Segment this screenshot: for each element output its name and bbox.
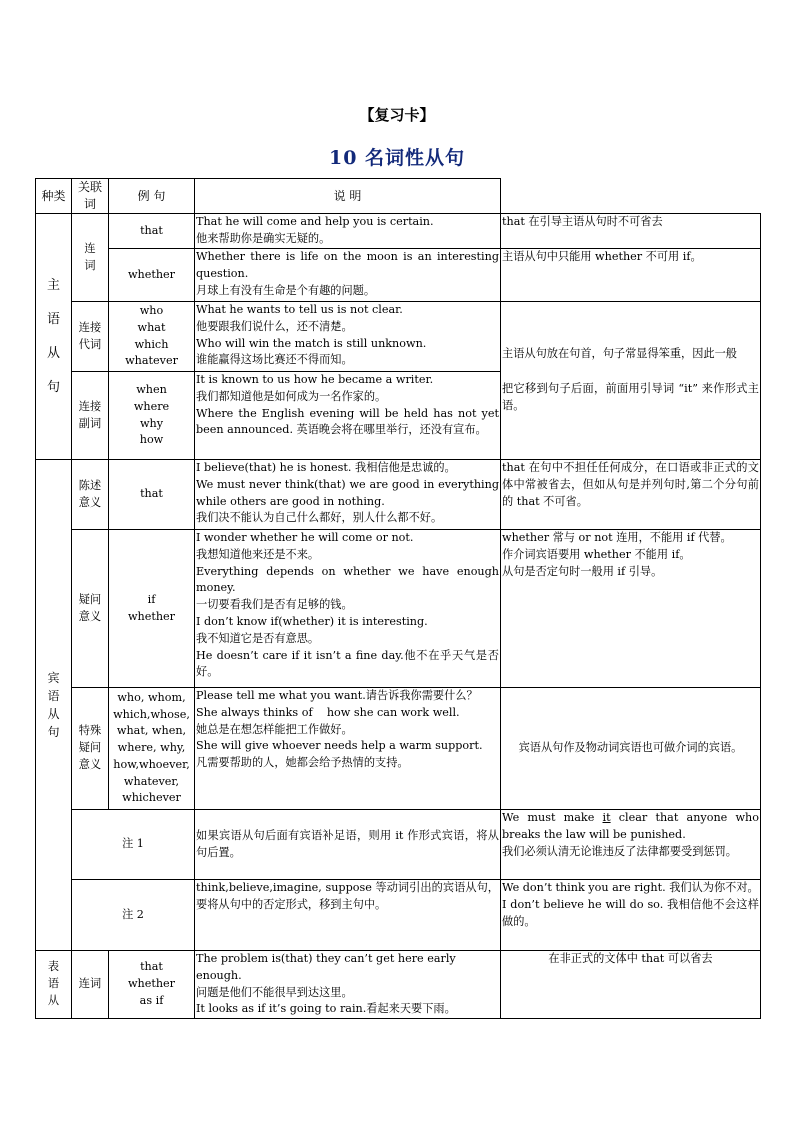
note1-label: 注 1 [72,810,195,880]
subcat-conjunction: 连 词 [72,214,109,302]
table-row [36,214,761,249]
note-cell: whether 常与 or not 连用，不能用 if 代替。 作介词宾语要用 whether 不能用 if。 从句是否定句时一般用 if 引导。 [501,530,761,688]
note-cell: that 在引导主语从句时不可省去 [501,214,761,249]
keyword-cell: if whether [109,530,195,688]
header-example: 例 句 [109,179,195,214]
header-category: 种类 [36,179,72,214]
example-cell: Please tell me what you want.请告诉我你需要什么？ She always thinks of how she can work well. 她总是在想怎样能把工作做好。 She will give whoever needs help a warm support. 凡需要帮助的人，她都会给予热情的支持。 [195,688,501,810]
subcat-pronoun: 连接 代词 [72,302,109,372]
underlined-it: it [602,811,611,824]
keyword-cell: that [109,214,195,249]
header-row [36,179,761,214]
keyword-cell: that whether as if [109,951,195,1019]
table-row [36,249,761,302]
header-keyword: 关联词 [72,179,109,214]
note-cell: 主语从句放在句首，句子常显得笨重，因此一般 把它移到句子后面，前面用引导词 “it” 来作形式主语。 [501,302,761,460]
subcat-interrogative: 疑问 意义 [72,530,109,688]
example-cell: I wonder whether he will come or not. 我想知道他来还是不来。 Everything depends on whether we have enough money. 一切要看我们是否有足够的钱。 I don’t know if(whether) it is interesting. 我不知道它是否有意思。 He doesn’t care if it isn’t a fine day.他不在乎天气是否好。 [195,530,501,688]
note-cell: 主语从句中只能用 whether 不可用 if。 [501,249,761,302]
example-cell: I believe(that) he is honest. 我相信他是忠诚的。 We must never think(that) we are good in everything while others are good in nothing. 我们决不能认为自己什么都好，别人什么都不好。 [195,460,501,530]
keyword-cell: that [109,460,195,530]
note2-label: 注 2 [72,880,195,951]
note1-example: We must make it clear that anyone who breaks the law will be punished. 我们必须认清无论谁违反了法律都要受到惩罚。 [501,810,761,880]
page-title: 10 名词性从句 [328,147,466,169]
note-cell: that 在句中不担任任何成分，在口语或非正式的文体中常被省去，但如从句是并列句时,第二个分句前的 that 不可省。 [501,460,761,530]
category-object: 宾 语 从 句 [36,460,72,951]
note-cell: 在非正式的文体中 that 可以省去 [501,951,761,1019]
subcat-predicative-conj: 连词 [72,951,109,1019]
keyword-cell: when where why how [109,372,195,460]
table-row [36,880,761,951]
keyword-cell: who, whom, which,whose, what, when, where, why, how,whoever, whatever, whichever [109,688,195,810]
example-cell: The problem is(that) they can’t get here early enough. 问题是他们不能很早到达这里。 It looks as if it’s going to rain.看起来天要下雨。 [195,951,501,1019]
review-card-label: 【复习卡】 [359,106,435,124]
keyword-cell: whether [109,249,195,302]
note1-rule: 如果宾语从句后面有宾语补足语，则用 it 作形式宾语，将从句后置。 [195,810,501,880]
example-cell: What he wants to tell us is not clear. 他要跟我们说什么，还不清楚。 Who will win the match is still unknown. 谁能赢得这场比赛还不得而知。 [195,302,501,372]
header-note: 说 明 [195,179,501,214]
subcat-adverb: 连接 副词 [72,372,109,460]
example-cell: Whether there is life on the moon is an interesting question. 月球上有没有生命是个有趣的问题。 [195,249,501,302]
note2-rule: think,believe,imagine, suppose 等动词引出的宾语从句，要将从句中的否定形式，移到主句中。 [195,880,501,951]
keyword-cell: who what which whatever [109,302,195,372]
example-cell: That he will come and help you is certain. 他来帮助你是确实无疑的。 [195,214,501,249]
table-row [36,530,761,688]
table-row [36,810,761,880]
note-cell: 宾语从句作及物动词宾语也可做介词的宾语。 [501,688,761,810]
grammar-table [35,178,761,1019]
table-row [36,951,761,1019]
table-row [36,688,761,810]
example-cell: It is known to us how he became a writer. 我们都知道他是如何成为一名作家的。 Where the English evening will be held has not yet been announced. 英语晚会将在哪里举行，还没有宣布。 [195,372,501,460]
table-row [36,302,761,372]
category-predicative: 表 语 从 [36,951,72,1019]
subcat-special: 特殊 疑问 意义 [72,688,109,810]
subcat-declarative: 陈述 意义 [72,460,109,530]
table-row [36,460,761,530]
note2-examples: We don’t think you are right. 我们认为你不对。 I don’t believe he will do so. 我相信他不会这样做的。 [501,880,761,951]
category-subject: 主 语 从 句 [36,214,72,460]
